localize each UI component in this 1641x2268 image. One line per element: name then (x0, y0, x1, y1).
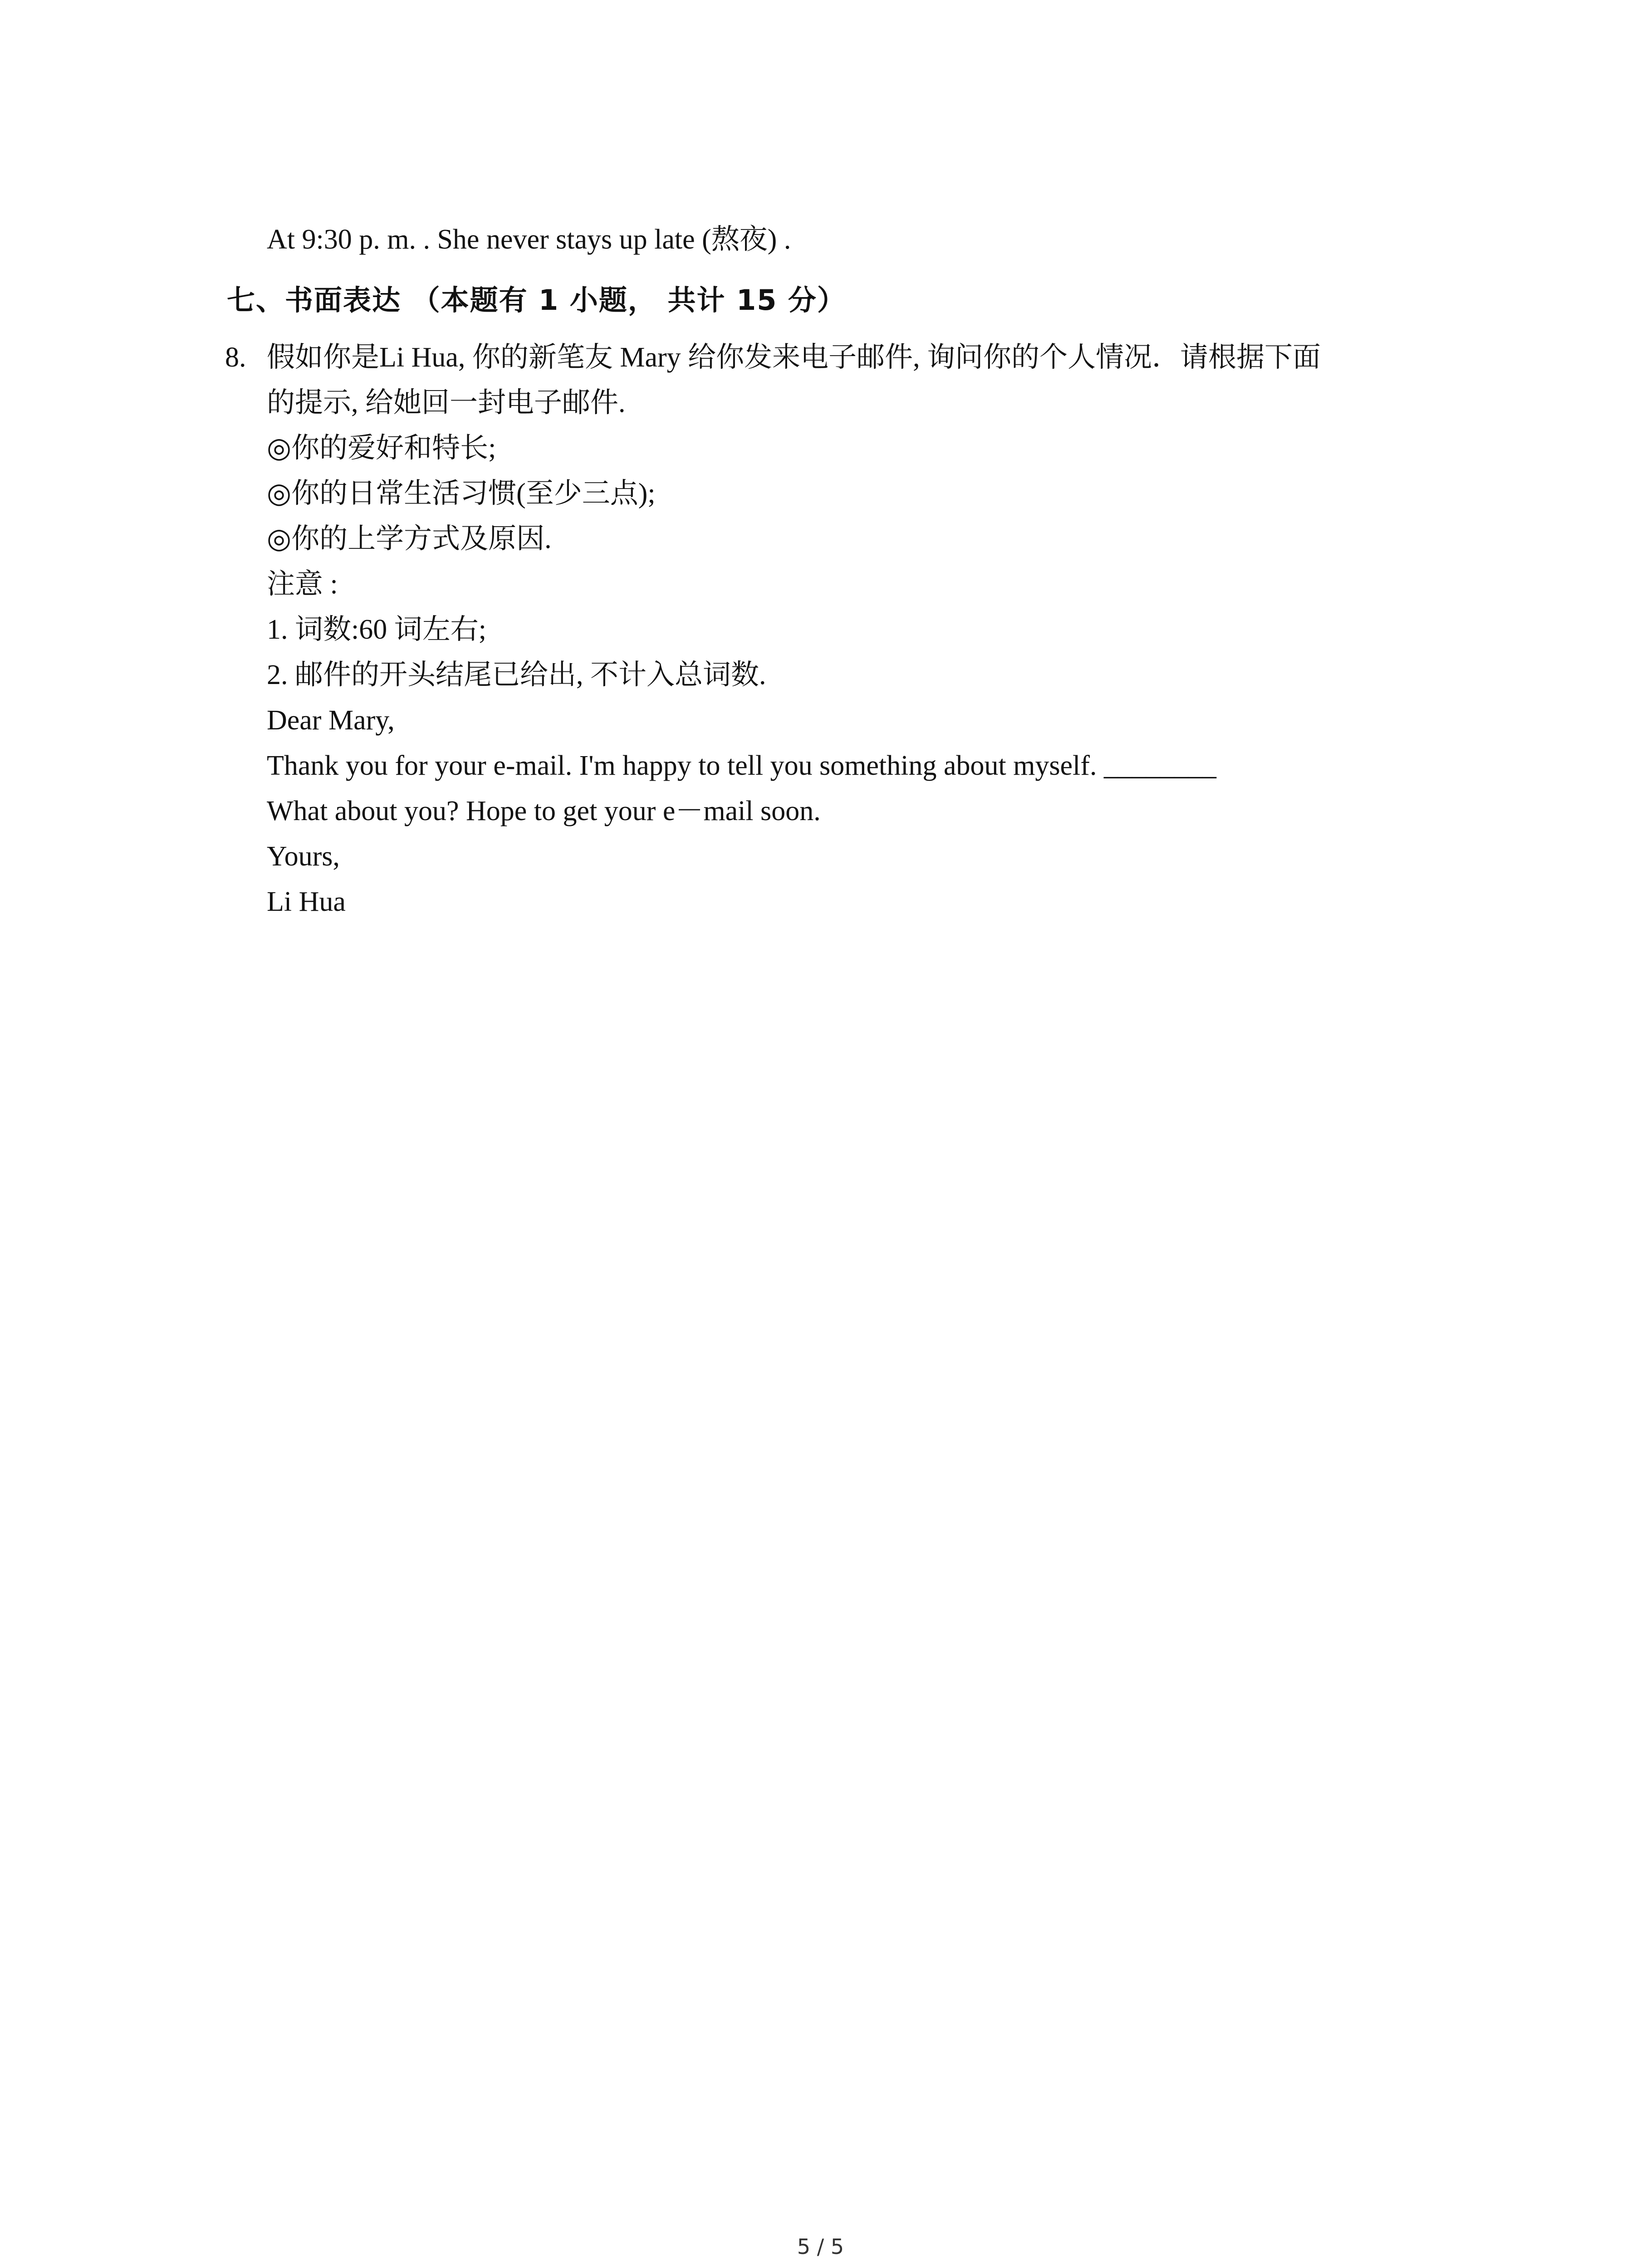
hint-commute: ◎你的上学方式及原因. (267, 523, 552, 554)
note-word-count: 1. 词数:60 词左右; (267, 614, 486, 645)
letter-opening: Thank you for your e-mail. I'm happy to tell you something about myself. ________ (267, 750, 1216, 781)
question-number: 8. (225, 342, 246, 373)
note-opening-closing: 2. 邮件的开头结尾已给出, 不计入总词数. (267, 660, 766, 690)
question-prompt-line-2: 的提示, 给她回一封电子邮件. (267, 387, 626, 418)
letter-signoff: Yours, (267, 841, 340, 872)
hint-hobbies: ◎你的爱好和特长; (267, 433, 496, 464)
hint-daily-habits: ◎你的日常生活习惯(至少三点); (267, 478, 656, 509)
question-prompt-line-1: 假如你是Li Hua, 你的新笔友 Mary 给你发来电子邮件, 询问你的个人情况．请根据下面 (267, 342, 1321, 373)
previous-answer-line: At 9:30 p. m. . She never stays up late (熬夜) . (267, 224, 791, 255)
section-title: 七、书面表达 （本题有 1 小题， 共计 15 分） (227, 284, 846, 317)
note-label: 注意 : (267, 569, 338, 600)
letter-closing: What about you? Hope to get your e－mail soon. (267, 796, 821, 826)
letter-name: Li Hua (267, 886, 346, 917)
page-indicator: 5 / 5 (797, 2234, 844, 2259)
letter-greeting: Dear Mary, (267, 705, 395, 736)
